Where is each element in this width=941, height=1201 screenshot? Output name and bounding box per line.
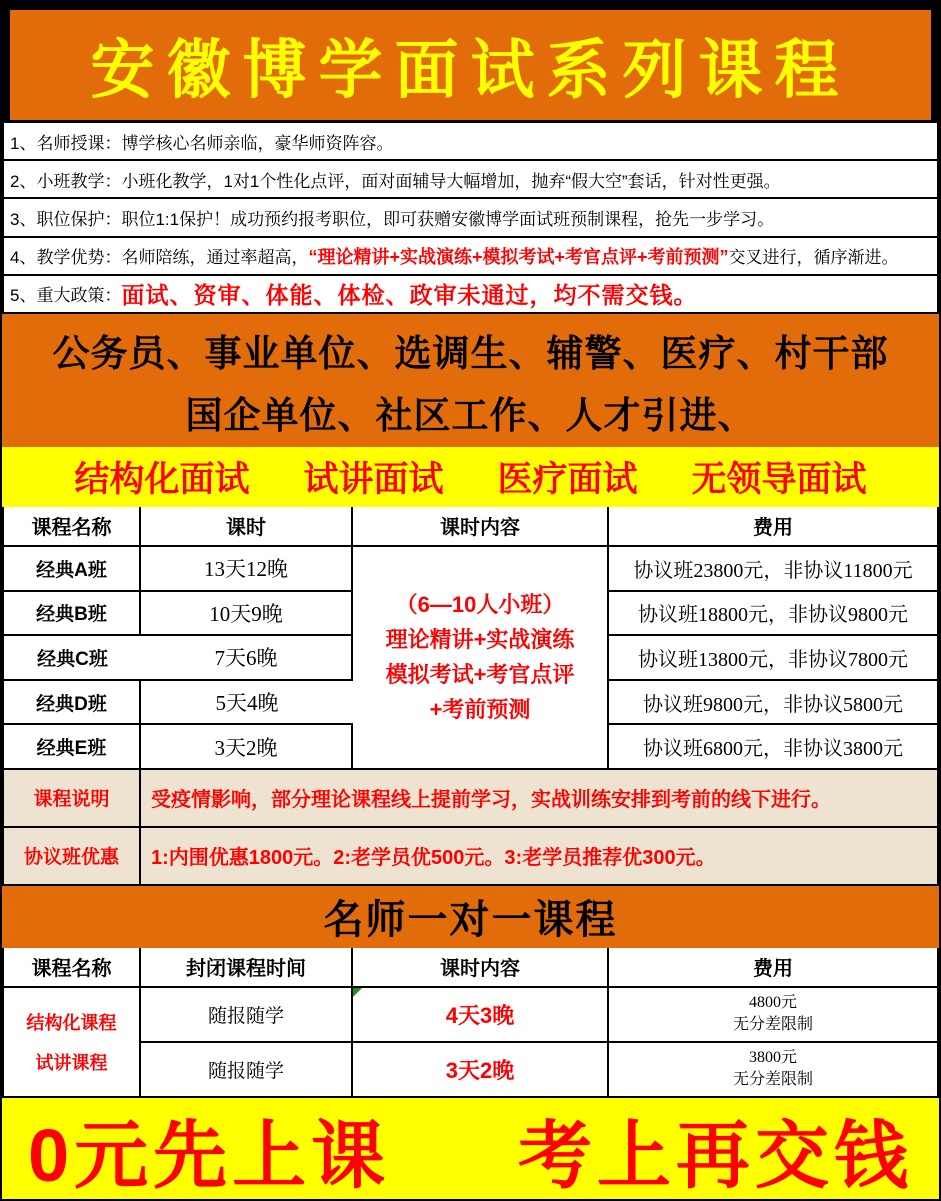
fee-cell: 协议班13800元，非协议7800元 [609,636,937,681]
course-content-cell [353,547,609,770]
feature-row-3 [4,199,937,237]
class-name-cell: 经典A班 [4,547,141,592]
duration-cell: 7天6晚 [141,636,353,681]
fee-cell: 协议班18800元，非协议9800元 [609,592,937,637]
class-name-cell: 经典E班 [4,725,141,770]
column-header: 课程名称 [4,948,141,988]
note-text: 受疫情影响，部分理论课程线上提前学习，实战训练安排到考前的线下进行。 [151,789,831,812]
note-label: 课程说明 [4,770,141,826]
one-on-one-table [2,948,939,1098]
cell-corner-marker-icon [353,988,362,997]
duration-cell: 13天12晚 [141,547,353,592]
feature-text: 2、小班教学：小班化教学，1对1个性化点评，面对面辅导大幅增加，抛弃“假大空”套话，针对性更强。 [10,171,781,191]
footer-banner [2,1098,939,1201]
vip-course-name: 试讲课程 [35,1052,108,1073]
class-name-cell: 经典D班 [4,681,141,726]
feature-highlight: “理论精讲+实战演练+模拟考试+考官点评+考前预测” [308,246,729,267]
vip-content: 4天3晚 [445,1002,515,1028]
footer-slogan-right: 考上再交钱 [518,1114,913,1198]
column-header: 封闭课程时间 [141,948,353,988]
vip-content: 3天2晚 [445,1057,515,1083]
class-name-cell: 经典C班 [4,636,141,681]
column-header: 费用 [609,948,937,988]
column-header: 课程名称 [4,507,141,547]
interview-type: 试讲面试 [303,459,444,499]
vip-fee-amount: 4800元 [748,994,797,1012]
footer-slogan-left: 0元先上课 [28,1114,391,1198]
duration-cell: 10天9晚 [141,592,353,637]
discount-note-row [2,828,939,886]
course-table [2,507,939,770]
interview-type: 无领导面试 [691,459,867,499]
class-name-cell: 经典B班 [4,592,141,637]
vip-time-cell: 随报随学 [141,1043,353,1098]
column-header: 费用 [609,507,937,547]
feature-row-5 [4,276,937,314]
feature-row-2 [4,161,937,199]
feature-text: 3、职位保护：职位1:1保护！成功预约报考职位，即可获赠安徽博学面试班预制课程，抢先一步学习。 [10,209,775,229]
feature-text: 5、重大政策： [10,286,122,306]
audience-banner [2,314,939,447]
feature-list [2,123,939,314]
column-header: 课时内容 [353,507,609,547]
audience-line-1: 公务员、事业单位、选调生、辅警、医疗、村干部 [52,332,889,374]
course-note-row [2,770,939,828]
feature-row-1 [4,123,937,161]
content-line: 理论精讲+实战演练 [385,627,575,653]
content-line: （6—10人小班） [395,592,565,618]
content-line: 模拟考试+考官点评 [385,662,575,688]
header-banner [2,2,939,123]
content-line: +考前预测 [429,697,531,723]
vip-fee-note: 无分差限制 [732,1016,813,1034]
column-header: 课时内容 [353,948,609,988]
vip-course-name-cell [4,988,141,1098]
vip-time-cell: 随报随学 [141,988,353,1043]
note-text: 1:内围优惠1800元。2:老学员优500元。3:老学员推荐优300元。 [151,847,716,870]
page-title: 安徽博学面试系列课程 [90,33,851,108]
vip-fee-amount: 3800元 [748,1049,797,1067]
feature-policy-highlight: 面试、资审、体能、体检、政审未通过，均不需交钱。 [121,282,698,310]
vip-content-cell [353,1043,609,1098]
feature-text: 4、教学优势：名师陪练，通过率超高， [10,248,309,268]
feature-text: 1、名师授课：博学核心名师亲临，豪华师资阵容。 [10,133,394,153]
one-on-one-banner: 名师一对一课程 [2,886,939,948]
interview-type: 结构化面试 [74,459,250,499]
interview-type: 医疗面试 [497,459,638,499]
duration-cell: 5天4晚 [141,681,353,726]
vip-content-cell [353,988,609,1043]
vip-fee-note: 无分差限制 [732,1071,813,1089]
feature-text: 交叉进行，循序渐进。 [728,248,899,268]
fee-cell: 协议班6800元，非协议3800元 [609,725,937,770]
feature-row-4 [4,238,937,276]
column-header: 课时 [141,507,353,547]
vip-fee-cell [609,988,937,1043]
note-label: 协议班优惠 [4,828,141,884]
fee-cell: 协议班9800元，非协议5800元 [609,681,937,726]
duration-cell: 3天2晚 [141,725,353,770]
fee-cell: 协议班23800元，非协议11800元 [609,547,937,592]
vip-course-name: 结构化课程 [26,1012,117,1033]
audience-line-2: 国企单位、社区工作、人才引进、 [185,394,756,436]
interview-types-banner [2,447,939,507]
vip-fee-cell [609,1043,937,1098]
